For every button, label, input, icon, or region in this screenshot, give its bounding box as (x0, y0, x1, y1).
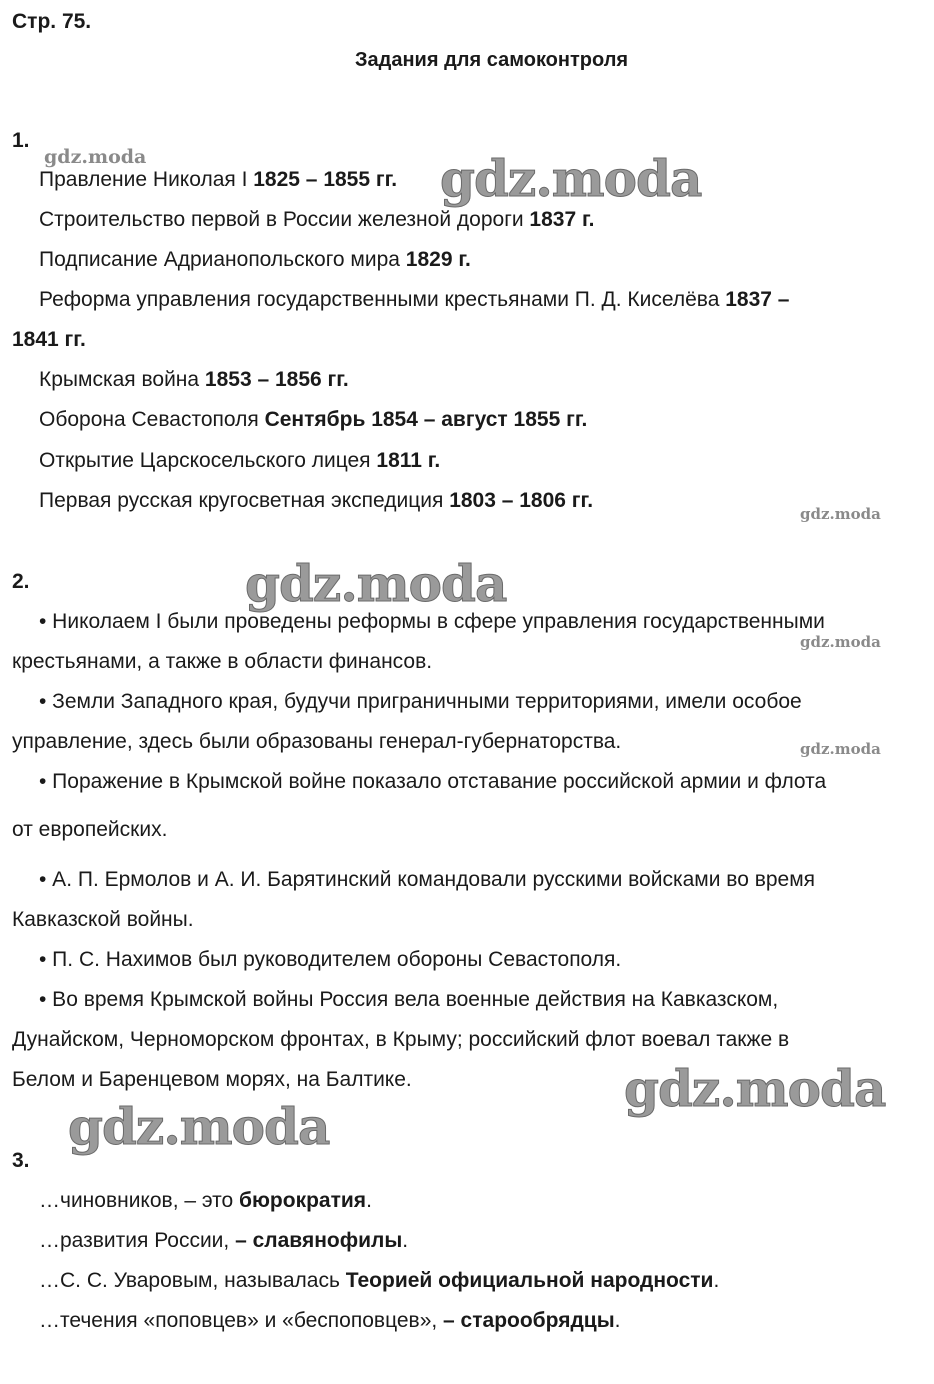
list-item: …чиновников, – это бюрократия. (39, 1189, 372, 1212)
paragraph-line: от европейских. (12, 818, 168, 841)
section-1-number: 1. (12, 129, 30, 152)
list-item: …С. С. Уваровым, называлась Теорией официальной народности. (39, 1269, 720, 1292)
watermark-logo: gdz.moda (68, 1097, 330, 1156)
section-heading: Задания для самоконтроля (355, 49, 629, 71)
list-item: …течения «поповцев» и «беспоповцев», – старообрядцы. (39, 1309, 621, 1332)
paragraph-line: • А. П. Ермолов и А. И. Барятинский командовали русскими войсками во время (39, 868, 816, 891)
paragraph-line: Кавказской войны. (12, 908, 194, 931)
watermark-logo: gdz.moda (800, 505, 881, 523)
list-item: Правление Николая I 1825 – 1855 гг. (39, 168, 398, 191)
list-item: Открытие Царскосельского лицея 1811 г. (39, 449, 441, 472)
paragraph-line: крестьянами, а также в области финансов. (12, 650, 433, 673)
paragraph-line: • Во время Крымской войны Россия вела военные действия на Кавказском, (39, 988, 779, 1011)
watermark-logo: gdz.moda (800, 633, 881, 651)
section-2-number: 2. (12, 570, 30, 593)
list-item: Первая русская кругосветная экспедиция 1803 – 1806 гг. (39, 489, 594, 512)
section-3-number: 3. (12, 1149, 30, 1172)
list-item: Оборона Севастополя Сентябрь 1854 – август 1855 гг. (39, 408, 588, 431)
list-item: Крымская война 1853 – 1856 гг. (39, 368, 349, 391)
list-item: Строительство первой в России железной дороги 1837 г. (39, 208, 595, 231)
list-item-continuation: 1841 гг. (12, 328, 86, 351)
paragraph-line: • П. С. Нахимов был руководителем обороны Севастополя. (39, 948, 622, 971)
paragraph-line: Дунайском, Черноморском фронтах, в Крыму; российский флот воевал также в (12, 1028, 790, 1051)
list-item: Подписание Адрианопольского мира 1829 г. (39, 248, 471, 271)
watermark-logo: gdz.moda (800, 740, 881, 758)
paragraph-line: • Николаем I были проведены реформы в сфере управления государственными (39, 610, 825, 633)
watermark-logo: gdz.moda (245, 554, 507, 613)
paragraph-line: Белом и Баренцевом морях, на Балтике. (12, 1068, 412, 1091)
paragraph-line: • Земли Западного края, будучи приграничными территориями, имели особое (39, 690, 802, 713)
watermark-logo: gdz.moda (44, 146, 147, 168)
watermark-logo: gdz.moda (440, 149, 702, 208)
watermark-logo: gdz.moda (624, 1059, 886, 1118)
page-label: Стр. 75. (12, 10, 92, 33)
list-item: …развития России, – славянофилы. (39, 1229, 409, 1252)
list-item: Реформа управления государственными крестьянами П. Д. Киселёва 1837 – (39, 288, 790, 311)
paragraph-line: управление, здесь были образованы генерал-губернаторства. (12, 730, 622, 753)
paragraph-line: • Поражение в Крымской войне показало отставание российской армии и флота (39, 770, 827, 793)
